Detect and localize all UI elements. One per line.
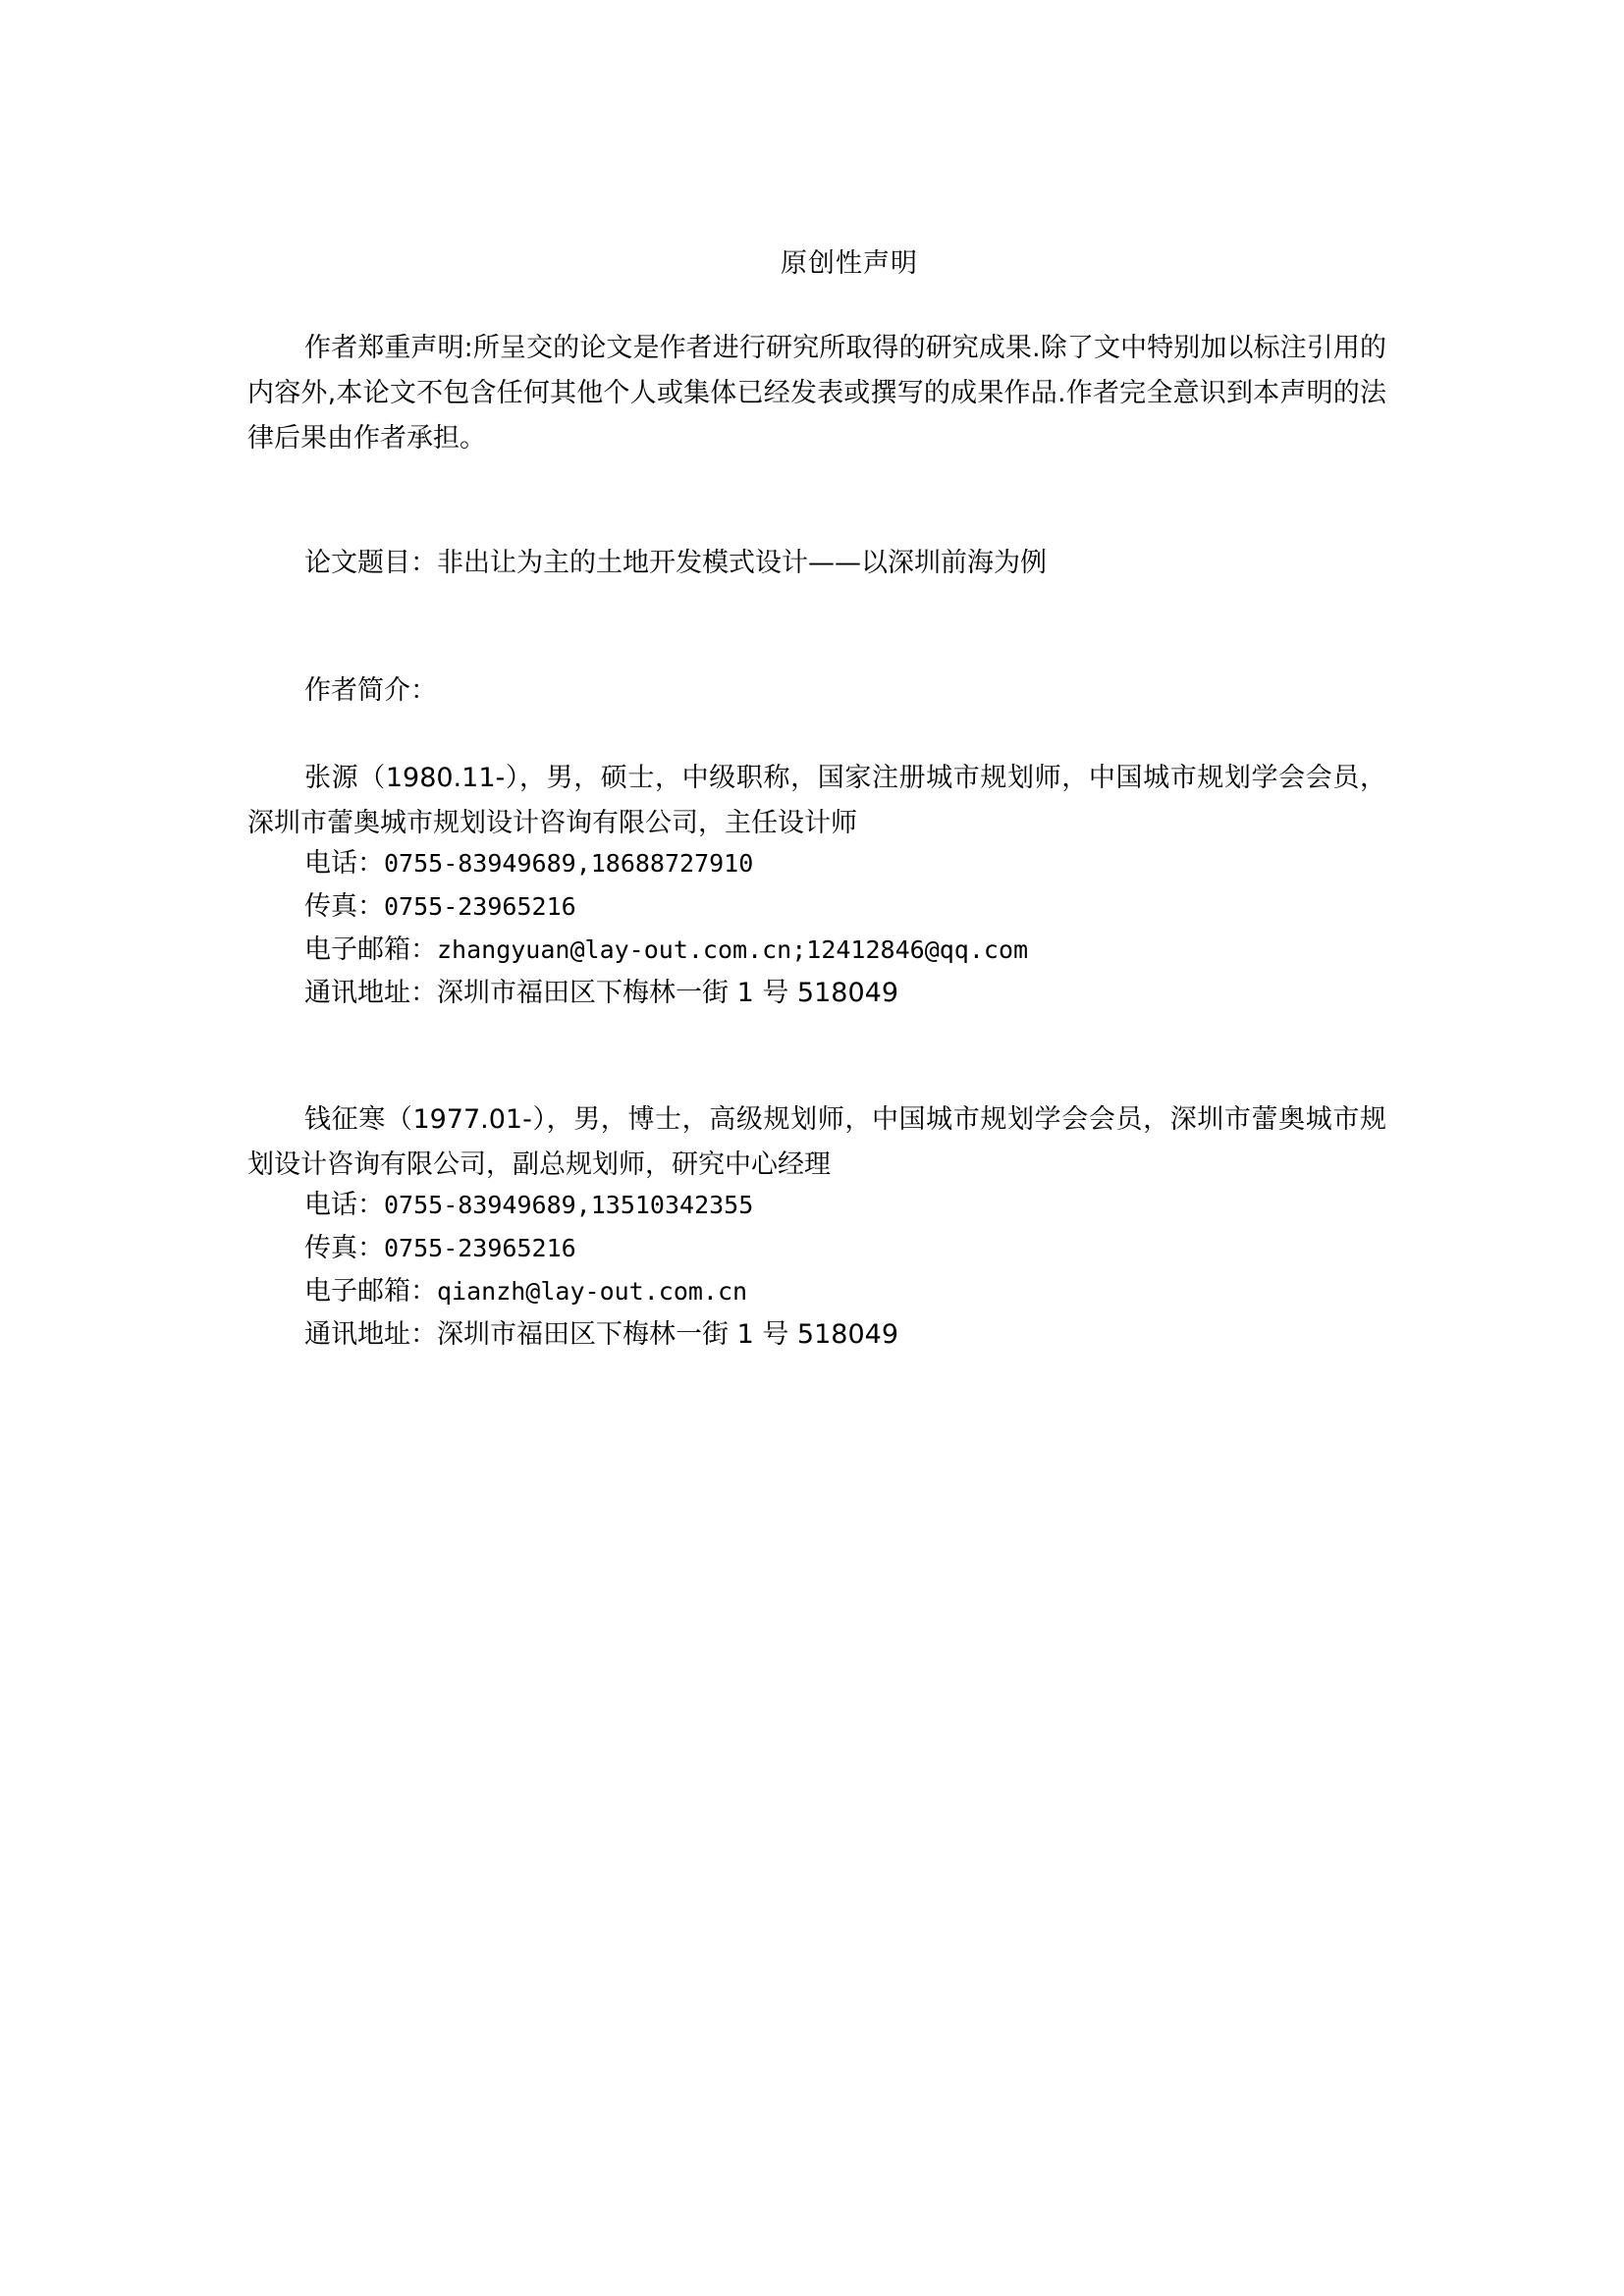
phone-label: 电话：	[304, 1190, 384, 1220]
phone-value: 0755-83949689,13510342355	[384, 1191, 754, 1219]
fax-value: 0755-23965216	[384, 1234, 576, 1262]
author-1-bio: 张源（1980.11-），男，硕士，中级职称，国家注册城市规划师，中国城市规划学会会员，深圳市蕾奥城市规划设计咨询有限公司，主任设计师	[247, 763, 1386, 838]
author-1-address-row	[304, 972, 898, 1015]
address-label: 通讯地址：	[304, 1319, 437, 1350]
fax-label: 传真：	[304, 1233, 384, 1263]
author-2-email-row	[304, 1270, 747, 1313]
author-1-phone-row	[304, 842, 753, 885]
declaration-paragraph: 作者郑重声明:所呈交的论文是作者进行研究所取得的研究成果.除了文中特别加以标注引用的内容外,本论文不包含任何其他个人或集体已经发表或撰写的成果作品.作者完全意识到本声明的法律后果由作者承担。	[247, 333, 1386, 454]
phone-label: 电话：	[304, 848, 384, 879]
author-2-bio: 钱征寒（1977.01-），男，博士，高级规划师，中国城市规划学会会员，深圳市蕾奥城市规划设计咨询有限公司，副总规划师，研究中心经理	[247, 1104, 1386, 1180]
authors-heading: 作者简介：	[304, 675, 437, 706]
email-value: zhangyuan@lay-out.com.cn;12412846@qq.com	[437, 935, 1029, 964]
author-1-fax-row	[304, 885, 576, 929]
fax-label: 传真：	[304, 891, 384, 922]
page-title: 原创性声明	[781, 248, 918, 279]
fax-value: 0755-23965216	[384, 892, 576, 921]
address-value: 深圳市福田区下梅林一街 1 号 518049	[437, 978, 898, 1008]
author-2-address-row	[304, 1313, 898, 1357]
address-label: 通讯地址：	[304, 978, 437, 1008]
phone-value: 0755-83949689,18688727910	[384, 849, 754, 878]
email-label: 电子邮箱：	[304, 1276, 437, 1307]
thesis-title-line: 论文题目：非出让为主的土地开发模式设计——以深圳前海为例	[304, 548, 1047, 578]
email-label: 电子邮箱：	[304, 934, 437, 965]
address-value: 深圳市福田区下梅林一街 1 号 518049	[437, 1319, 898, 1350]
email-value: qianzh@lay-out.com.cn	[437, 1277, 748, 1306]
author-2-phone-row	[304, 1184, 753, 1227]
author-2-fax-row	[304, 1227, 576, 1270]
author-1-email-row	[304, 929, 1028, 972]
